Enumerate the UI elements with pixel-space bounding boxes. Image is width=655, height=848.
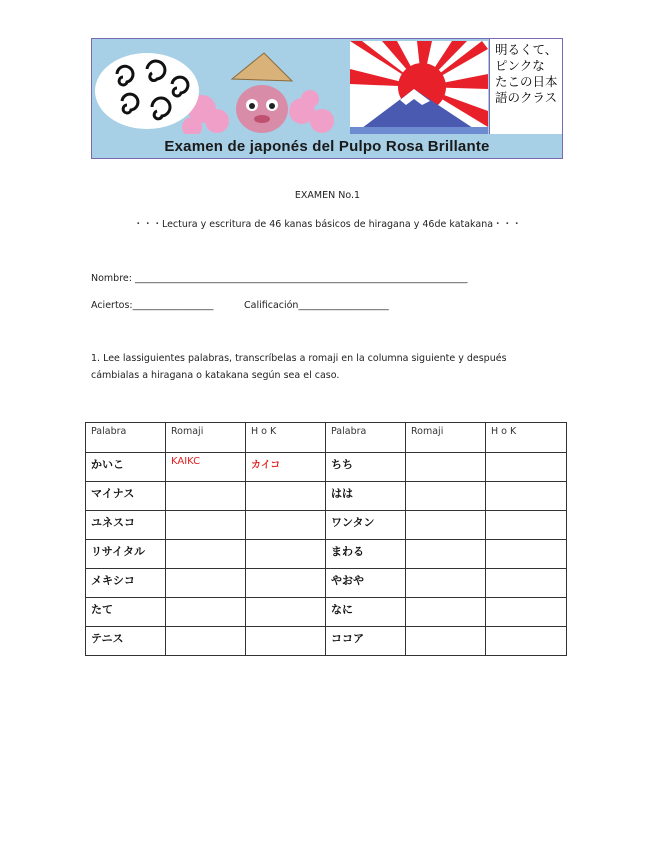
exam-subtitle: ・・・Lectura y escritura de 46 kanas básicos de hiragana y 46de katakana・・・	[133, 219, 522, 230]
hk-cell[interactable]	[246, 511, 326, 540]
hk-cell[interactable]	[486, 540, 567, 569]
hk-cell[interactable]	[486, 453, 567, 482]
word-cell: マイナス	[86, 482, 166, 511]
word-cell: ワンタン	[326, 511, 406, 540]
banner-jp-line: ピンクな	[495, 58, 545, 73]
header-cell: H o K	[486, 423, 567, 453]
romaji-cell[interactable]	[166, 482, 246, 511]
romaji-cell[interactable]	[166, 540, 246, 569]
banner-caption: Examen de japonés del Pulpo Rosa Brillante	[92, 134, 562, 158]
header-banner	[91, 38, 563, 159]
header-cell: Romaji	[166, 423, 246, 453]
hk-cell[interactable]	[246, 598, 326, 627]
header-cell: Palabra	[326, 423, 406, 453]
aciertos-field: Aciertos:_________________	[91, 300, 214, 311]
table-row	[86, 569, 567, 598]
exam-table	[85, 422, 567, 656]
table-row	[86, 453, 567, 482]
hk-cell[interactable]	[486, 598, 567, 627]
romaji-cell[interactable]	[406, 453, 486, 482]
word-cell: ユネスコ	[86, 511, 166, 540]
hk-cell[interactable]	[246, 627, 326, 656]
word-cell: はは	[326, 482, 406, 511]
banner-japanese-text	[489, 39, 562, 134]
romaji-cell[interactable]: KAIKC	[166, 453, 246, 482]
instructions-line: cámbialas a hiragana o katakana según sea el caso.	[91, 370, 340, 381]
romaji-cell[interactable]	[166, 511, 246, 540]
romaji-cell[interactable]	[166, 598, 246, 627]
banner-jp-line: たこの日本	[495, 74, 558, 89]
romaji-cell[interactable]	[406, 511, 486, 540]
instructions-line: 1. Lee lassiguientes palabras, transcríbelas a romaji en la columna siguiente y después	[91, 353, 507, 364]
word-cell: やおや	[326, 569, 406, 598]
hk-cell[interactable]: カイコ	[246, 453, 326, 482]
table-row	[86, 482, 567, 511]
header-cell: Romaji	[406, 423, 486, 453]
banner-jp-line: 語のクラス	[495, 90, 558, 105]
header-cell: Palabra	[86, 423, 166, 453]
calificacion-field: Calificación___________________	[244, 300, 389, 311]
word-cell: ココア	[326, 627, 406, 656]
word-cell: ちち	[326, 453, 406, 482]
word-cell: たて	[86, 598, 166, 627]
banner-jp-line: 明るくて、	[495, 42, 558, 57]
romaji-cell[interactable]	[166, 627, 246, 656]
hk-cell[interactable]	[486, 569, 567, 598]
name-field: Nombre: ______________________________________________________________________	[91, 273, 468, 284]
instructions	[91, 350, 561, 384]
romaji-cell[interactable]	[406, 598, 486, 627]
romaji-cell[interactable]	[166, 569, 246, 598]
hk-cell[interactable]	[246, 540, 326, 569]
hk-cell[interactable]	[486, 482, 567, 511]
romaji-cell[interactable]	[406, 627, 486, 656]
table-row	[86, 627, 567, 656]
word-cell: まわる	[326, 540, 406, 569]
table-header-row	[86, 423, 567, 453]
romaji-cell[interactable]	[406, 540, 486, 569]
word-cell: リサイタル	[86, 540, 166, 569]
hk-cell[interactable]	[246, 482, 326, 511]
word-cell: メキシコ	[86, 569, 166, 598]
romaji-cell[interactable]	[406, 482, 486, 511]
table-row	[86, 540, 567, 569]
hk-cell[interactable]	[486, 511, 567, 540]
exam-title: EXAMEN No.1	[294, 190, 361, 201]
word-cell: なに	[326, 598, 406, 627]
word-cell: かいこ	[86, 453, 166, 482]
table-row	[86, 598, 567, 627]
header-cell: H o K	[246, 423, 326, 453]
hk-cell[interactable]	[486, 627, 567, 656]
swirl-cloud-icon	[95, 53, 199, 129]
word-cell: テニス	[86, 627, 166, 656]
table-row	[86, 511, 567, 540]
romaji-cell[interactable]	[406, 569, 486, 598]
hk-cell[interactable]	[246, 569, 326, 598]
